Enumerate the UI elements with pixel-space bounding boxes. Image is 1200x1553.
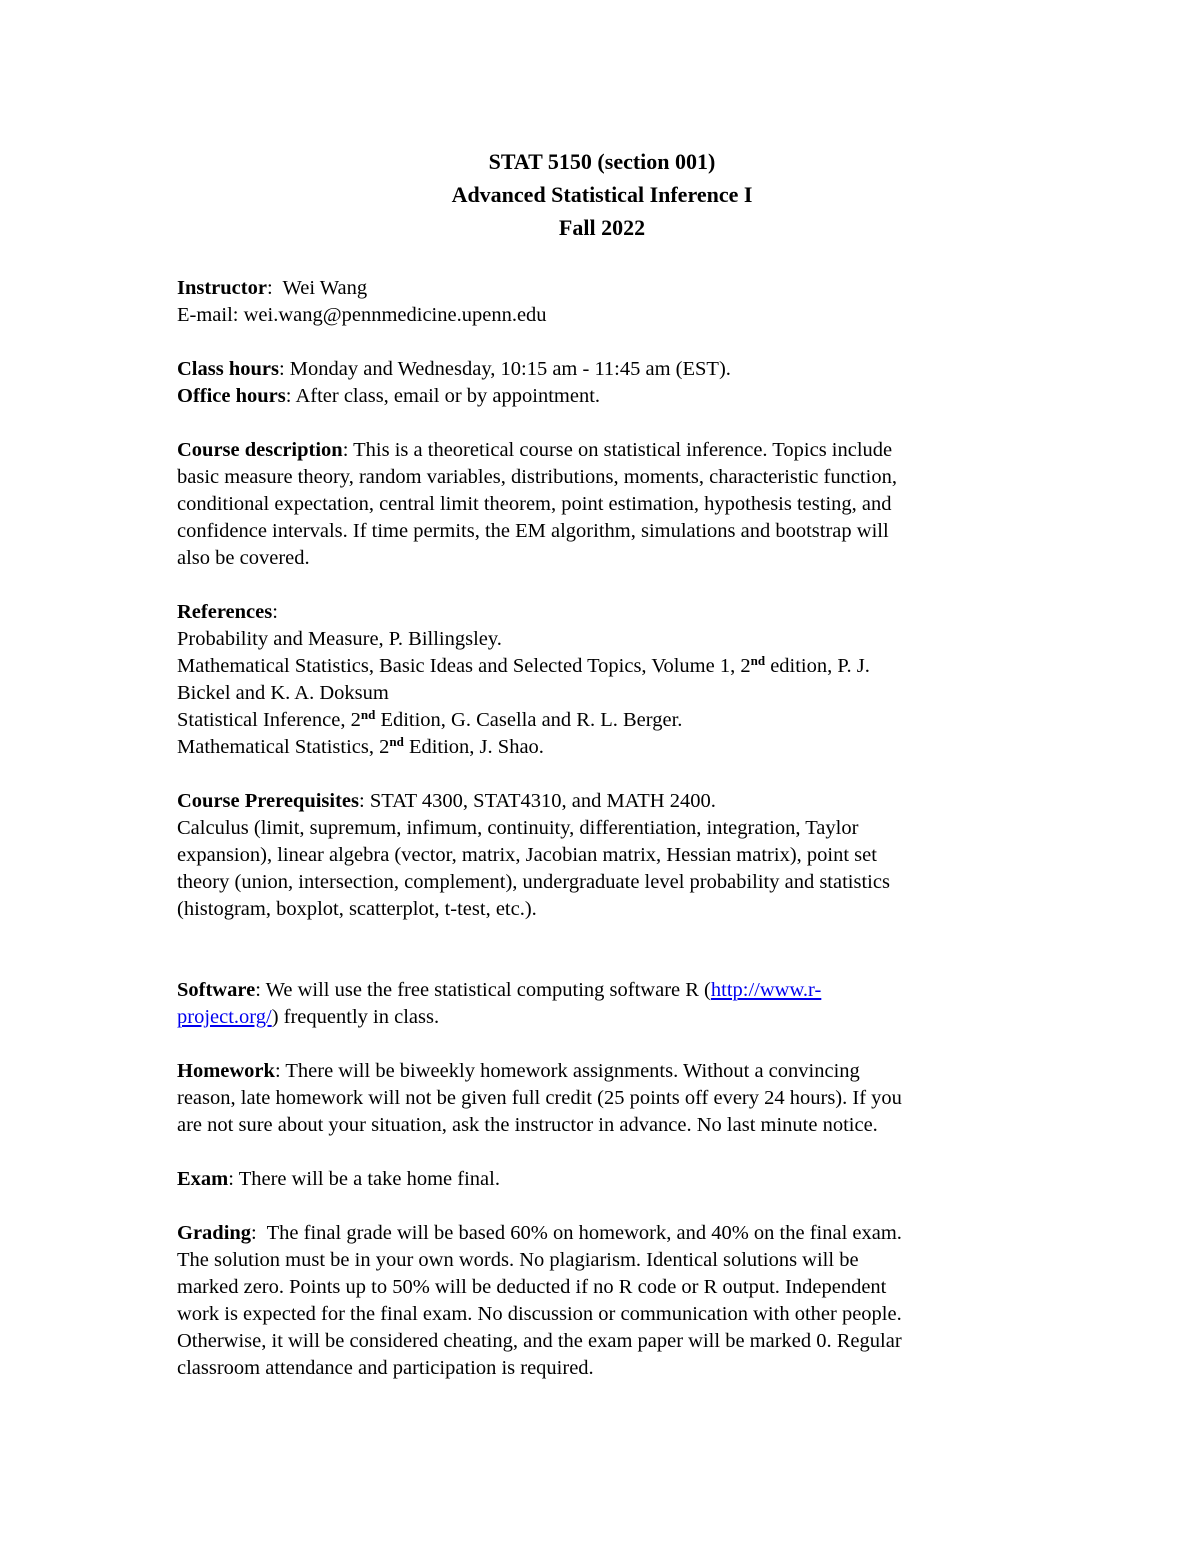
homework-text: There will be biweekly homework assignments. Without a convincing xyxy=(285,1060,860,1082)
class-hours-text: Monday and Wednesday, 10:15 am - 11:45 am (EST). xyxy=(289,358,731,380)
email-line xyxy=(177,302,1027,329)
reference-text: Edition, J. Shao. xyxy=(403,736,544,758)
description-line: Course description: This is a theoretical course on statistical inference. Topics include xyxy=(177,439,893,461)
hours-section xyxy=(177,356,1027,410)
exam-line: Exam: There will be a take home final. xyxy=(177,1168,500,1190)
instructor-section xyxy=(177,275,1027,329)
spacer xyxy=(177,950,1027,977)
r-project-link-continued[interactable]: project.org/ xyxy=(177,1006,272,1028)
description-line: also be covered. xyxy=(177,547,310,569)
grading-text: The final grade will be based 60% on homework, and 40% on the final exam. xyxy=(266,1222,902,1244)
grading-line: classroom attendance and participation is required. xyxy=(177,1357,594,1379)
description-text: This is a theoretical course on statistical inference. Topics include xyxy=(353,439,893,461)
references-label: References xyxy=(177,601,273,623)
reference-item-continued: Bickel and K. A. Doksum xyxy=(177,682,389,704)
office-hours-text: After class, email or by appointment. xyxy=(295,385,601,407)
prerequisites-courses: STAT 4300, STAT4310, and MATH 2400. xyxy=(369,790,716,812)
grading-line: Otherwise, it will be considered cheating, and the exam paper will be marked 0. Regular xyxy=(177,1330,902,1352)
prerequisites-line: expansion), linear algebra (vector, matrix, Jacobian matrix, Hessian matrix), point set xyxy=(177,844,877,866)
grading-line: marked zero. Points up to 50% will be deducted if no R code or R output. Independent xyxy=(177,1276,887,1298)
reference-text: Statistical Inference, 2 xyxy=(177,709,361,731)
grading-line: work is expected for the final exam. No discussion or communication with other people. xyxy=(177,1303,902,1325)
reference-item xyxy=(177,734,1027,761)
superscript: nd xyxy=(360,707,376,722)
reference-item: Probability and Measure, P. Billingsley. xyxy=(177,628,502,650)
prerequisites-line: theory (union, intersection, complement), undergraduate level probability and statistics xyxy=(177,871,890,893)
grading-line: Grading: The final grade will be based 60% on homework, and 40% on the final exam. xyxy=(177,1222,902,1244)
homework-section xyxy=(177,1058,1027,1139)
course-code: STAT 5150 (section 001) xyxy=(488,149,716,174)
reference-text: edition, P. J. xyxy=(765,655,870,677)
exam-section xyxy=(177,1166,1027,1193)
grading-line: The solution must be in your own words. No plagiarism. Identical solutions will be xyxy=(177,1249,859,1271)
homework-label: Homework xyxy=(177,1060,275,1082)
office-hours-label: Office hours xyxy=(177,385,286,407)
instructor-label: Instructor xyxy=(177,277,267,299)
class-hours-line: Class hours: Monday and Wednesday, 10:15 am - 11:45 am (EST). xyxy=(177,358,731,380)
grading-section xyxy=(177,1220,1027,1382)
description-line: basic measure theory, random variables, distributions, moments, characteristic function, xyxy=(177,466,897,488)
references-heading: References: xyxy=(177,601,278,623)
class-hours-label: Class hours xyxy=(177,358,279,380)
grading-label: Grading xyxy=(177,1222,252,1244)
prerequisites-label: Course Prerequisites xyxy=(177,790,360,812)
description-section xyxy=(177,437,1027,572)
title-block xyxy=(177,145,1027,244)
homework-line: reason, late homework will not be given full credit (25 points off every 24 hours). If you xyxy=(177,1087,902,1109)
superscript: nd xyxy=(389,734,404,749)
course-title: Advanced Statistical Inference I xyxy=(451,182,753,207)
software-section xyxy=(177,977,1027,1031)
reference-item xyxy=(177,707,1027,734)
software-text: ) frequently in class. xyxy=(271,1006,440,1028)
software-text: We will use the free statistical computing software R ( xyxy=(265,979,711,1001)
reference-item xyxy=(177,653,1027,680)
prerequisites-line: Calculus (limit, supremum, infimum, continuity, differentiation, integration, Taylor xyxy=(177,817,859,839)
homework-line: Homework: There will be biweekly homework assignments. Without a convincing xyxy=(177,1060,860,1082)
superscript: nd xyxy=(750,653,766,668)
reference-text: Mathematical Statistics, 2 xyxy=(177,736,390,758)
description-line: confidence intervals. If time permits, the EM algorithm, simulations and bootstrap will xyxy=(177,520,889,542)
prerequisites-section xyxy=(177,788,1027,923)
software-line: Software: We will use the free statistical computing software R (http://www.r- xyxy=(177,979,822,1001)
description-label: Course description xyxy=(177,439,343,461)
email-label: E-mail: xyxy=(177,304,239,326)
exam-label: Exam xyxy=(177,1168,229,1190)
reference-text: Mathematical Statistics, Basic Ideas and Selected Topics, Volume 1, 2 xyxy=(177,655,751,677)
course-term: Fall 2022 xyxy=(558,215,646,240)
instructor-email: wei.wang@pennmedicine.upenn.edu xyxy=(243,304,547,326)
description-line: conditional expectation, central limit theorem, point estimation, hypothesis testing, and xyxy=(177,493,892,515)
software-label: Software xyxy=(177,979,256,1001)
instructor-name: Wei Wang xyxy=(282,277,368,299)
prerequisites-line: Course Prerequisites: STAT 4300, STAT4310, and MATH 2400. xyxy=(177,790,716,812)
office-hours-line: Office hours: After class, email or by appointment. xyxy=(177,385,601,407)
r-project-link[interactable]: http://www.r- xyxy=(710,979,822,1001)
software-line xyxy=(177,1004,1027,1031)
homework-line: are not sure about your situation, ask the instructor in advance. No last minute notice. xyxy=(177,1114,878,1136)
exam-text: There will be a take home final. xyxy=(238,1168,500,1190)
reference-text: Edition, G. Casella and R. L. Berger. xyxy=(375,709,683,731)
syllabus-content xyxy=(177,145,1027,1409)
prerequisites-line: (histogram, boxplot, scatterplot, t-test, etc.). xyxy=(177,898,537,920)
references-section xyxy=(177,599,1027,761)
instructor-line: Instructor: Wei Wang xyxy=(177,277,368,299)
